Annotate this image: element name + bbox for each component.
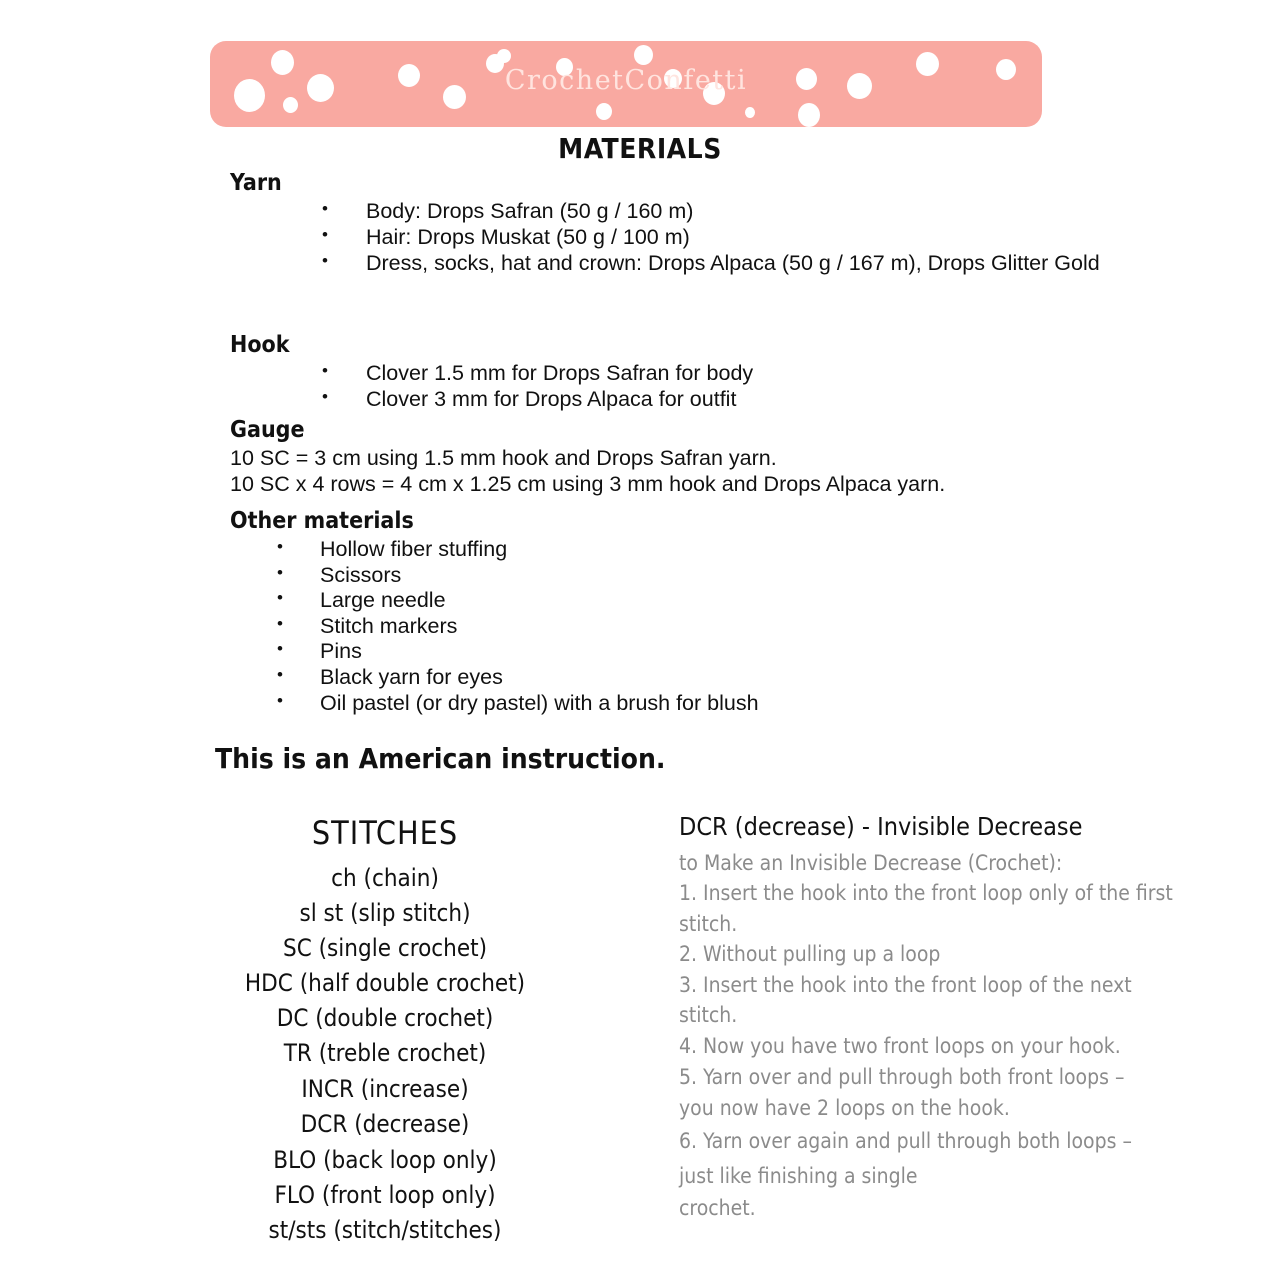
decrease-step: 5. Yarn over and pull through both front loops – — [679, 1065, 1125, 1089]
confetti-dot — [745, 107, 755, 118]
brand-title: CrochetConfetti — [504, 65, 748, 96]
bullet-icon: • — [322, 225, 328, 244]
decrease-step: 4. Now you have two front loops on your hook. — [679, 1034, 1121, 1058]
stitches-heading: STITCHES — [311, 814, 459, 852]
list-item-label: Black yarn for eyes — [320, 665, 503, 689]
gauge-line: 10 SC = 3 cm using 1.5 mm hook and Drops Safran yarn. — [230, 446, 777, 470]
bullet-icon: • — [277, 691, 283, 710]
stitch-abbreviation: sl st (slip stitch) — [299, 899, 471, 927]
confetti-dot — [798, 103, 820, 127]
decrease-step: just like finishing a single — [679, 1164, 918, 1188]
gauge-line: 10 SC x 4 rows = 4 cm x 1.25 cm using 3 mm hook and Drops Alpaca yarn. — [230, 472, 946, 496]
decrease-step: 1. Insert the hook into the front loop only of the first — [679, 881, 1173, 905]
bullet-icon: • — [322, 387, 328, 406]
header-banner — [210, 41, 1042, 127]
confetti-dot — [497, 49, 511, 63]
bullet-icon: • — [322, 199, 328, 218]
list-item-label: Hollow fiber stuffing — [320, 537, 508, 561]
decrease-step: you now have 2 loops on the hook. — [679, 1096, 1010, 1120]
stitch-abbreviation: ch (chain) — [331, 864, 439, 892]
list-item-label: Pins — [320, 639, 362, 663]
bullet-icon: • — [277, 614, 283, 633]
stitch-abbreviation: DC (double crochet) — [276, 1004, 494, 1032]
section-heading-yarn: Yarn — [230, 170, 282, 196]
decrease-step: 3. Insert the hook into the front loop of the next — [679, 973, 1132, 997]
list-item-label: Clover 1.5 mm for Drops Safran for body — [366, 361, 754, 385]
stitch-abbreviation: FLO (front loop only) — [274, 1181, 496, 1209]
list-item-label: Dress, socks, hat and crown: Drops Alpaca (50 g / 167 m), Drops Glitter Gold — [366, 251, 1100, 275]
bullet-icon: • — [277, 563, 283, 582]
bullet-icon: • — [277, 588, 283, 607]
stitch-abbreviation: INCR (increase) — [301, 1075, 469, 1103]
decrease-step: stitch. — [679, 1003, 738, 1027]
list-item-label: Large needle — [320, 588, 446, 612]
decrease-step: 6. Yarn over again and pull through both loops – — [679, 1129, 1132, 1153]
bullet-icon: • — [277, 665, 283, 684]
section-heading-hook: Hook — [230, 332, 290, 358]
bullet-icon: • — [322, 251, 328, 270]
section-heading-other-materials: Other materials — [230, 508, 414, 534]
decrease-heading: DCR (decrease) - Invisible Decrease — [679, 812, 1083, 841]
list-item-label: Stitch markers — [320, 614, 458, 638]
decrease-step: 2. Without pulling up a loop — [679, 942, 941, 966]
decrease-step: to Make an Invisible Decrease (Crochet): — [679, 851, 1063, 875]
decrease-step: stitch. — [679, 912, 738, 936]
confetti-dot — [596, 103, 612, 120]
list-item-label: Clover 3 mm for Drops Alpaca for outfit — [366, 387, 737, 411]
stitch-abbreviation: TR (treble crochet) — [283, 1039, 487, 1067]
list-item-label: Body: Drops Safran (50 g / 160 m) — [366, 199, 694, 223]
stitch-abbreviation: HDC (half double crochet) — [244, 969, 526, 997]
list-item-label: Oil pastel (or dry pastel) with a brush for blush — [320, 691, 759, 715]
decrease-step: crochet. — [679, 1196, 756, 1220]
confetti-dot — [283, 97, 298, 113]
list-item-label: Hair: Drops Muskat (50 g / 100 m) — [366, 225, 690, 249]
list-item-label: Scissors — [320, 563, 402, 587]
stitch-abbreviation: st/sts (stitch/stitches) — [268, 1216, 502, 1244]
bullet-icon: • — [277, 639, 283, 658]
bullet-icon: • — [322, 361, 328, 380]
bullet-icon: • — [277, 537, 283, 556]
stitch-abbreviation: DCR (decrease) — [300, 1110, 470, 1138]
page-title: MATERIALS — [558, 132, 722, 165]
section-heading-gauge: Gauge — [230, 417, 305, 443]
confetti-dot — [634, 45, 653, 65]
american-instruction-notice: This is an American instruction. — [215, 742, 666, 775]
stitch-abbreviation: BLO (back loop only) — [273, 1146, 497, 1174]
stitch-abbreviation: SC (single crochet) — [282, 934, 488, 962]
